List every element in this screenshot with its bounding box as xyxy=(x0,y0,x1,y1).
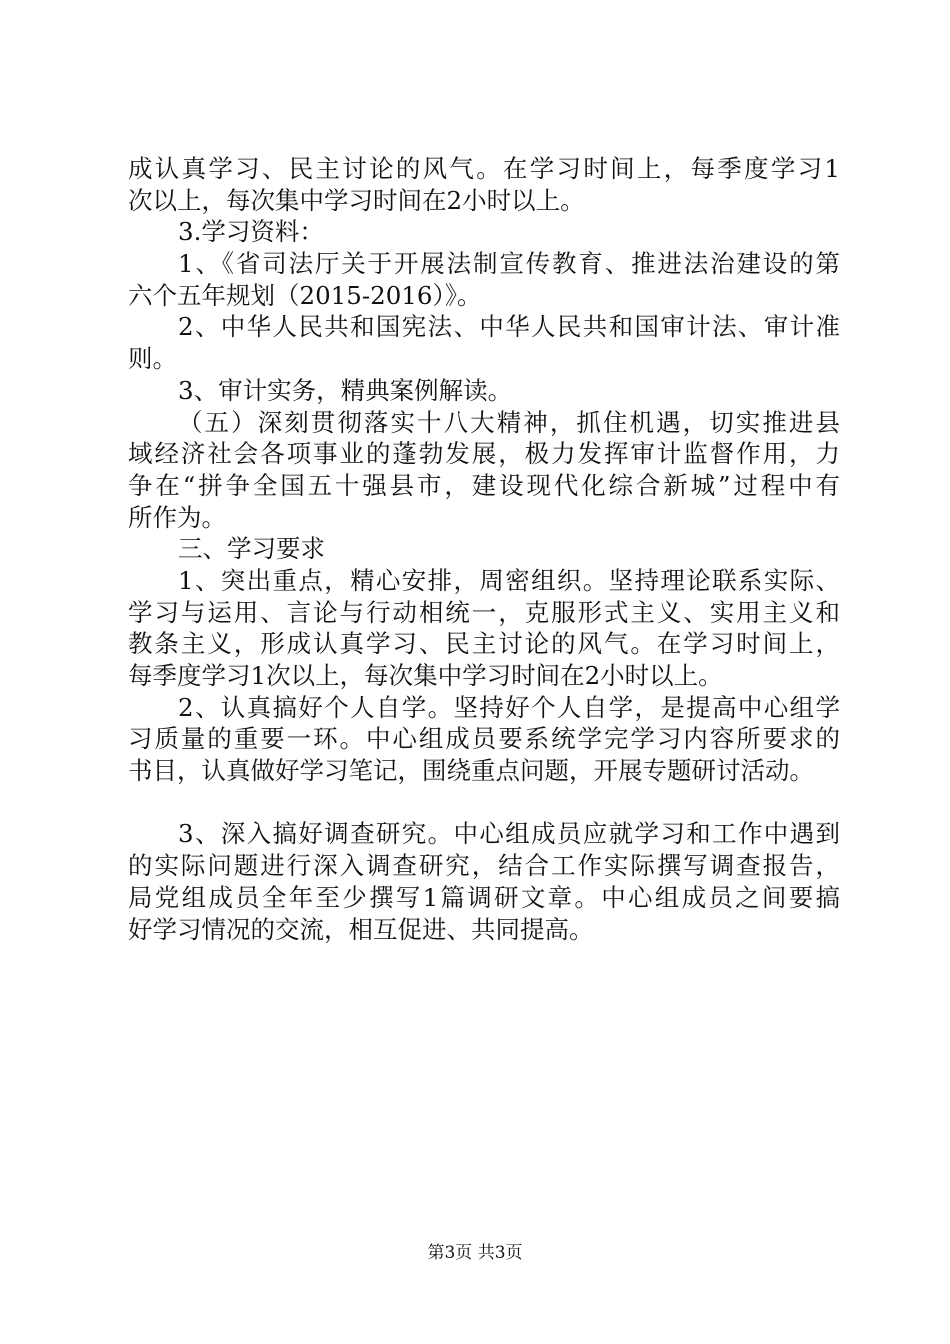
list-item: 2、中华人民共和国宪法、中华人民共和国审计法、审计准 xyxy=(178,312,840,342)
body-line: 教条主义，形成认真学习、民主讨论的风气。在学习时间上， xyxy=(128,629,840,659)
body-line: 成认真学习、民主讨论的风气。在学习时间上，每季度学习1 xyxy=(128,154,840,183)
paragraph-start: （五）深刻贯彻落实十八大精神，抓住机遇，切实推进县 xyxy=(178,407,840,437)
body-line: 习质量的重要一环。中心组成员要系统学完学习内容所要求的 xyxy=(128,724,840,754)
list-item: 2、认真搞好个人自学。坚持好个人自学，是提高中心组学 xyxy=(178,692,840,722)
body-line: 则。 xyxy=(128,344,177,374)
body-line: 局党组成员全年至少撰写1篇调研文章。中心组成员之间要搞 xyxy=(128,882,840,912)
page-footer: 第3页 共3页 xyxy=(427,1243,523,1263)
section-heading: 三、学习要求 xyxy=(178,534,325,564)
list-item: 3、审计实务，精典案例解读。 xyxy=(178,375,513,405)
body-line: 所作为。 xyxy=(128,502,226,532)
document-body xyxy=(128,153,840,945)
body-line: 六个五年规划（2015-2016）》。 xyxy=(128,280,482,310)
body-line: 次以上，每次集中学习时间在2小时以上。 xyxy=(128,185,585,215)
body-line: 域经济社会各项事业的蓬勃发展，极力发挥审计监督作用，力 xyxy=(128,439,840,469)
list-item: 3、深入搞好调查研究。中心组成员应就学习和工作中遇到 xyxy=(178,819,840,849)
body-line: 书目，认真做好学习笔记，围绕重点问题，开展专题研讨活动。 xyxy=(128,756,814,786)
body-line: 每季度学习1次以上，每次集中学习时间在2小时以上。 xyxy=(128,661,723,690)
list-item: 1、《省司法厅关于开展法制宣传教育、推进法治建设的第 xyxy=(178,249,840,279)
body-line: 的实际问题进行深入调查研究，结合工作实际撰写调查报告， xyxy=(128,851,840,881)
list-item: 1、突出重点，精心安排，周密组织。坚持理论联系实际、 xyxy=(178,565,840,595)
section-heading: 3.学习资料： xyxy=(178,217,324,247)
body-line: 争在“拼争全国五十强县市，建设现代化综合新城”过程中有 xyxy=(128,470,840,500)
body-line: 好学习情况的交流，相互促进、共同提高。 xyxy=(128,914,594,944)
body-line: 学习与运用、言论与行动相统一，克服形式主义、实用主义和 xyxy=(128,597,840,627)
paragraph-spacer xyxy=(128,787,840,819)
